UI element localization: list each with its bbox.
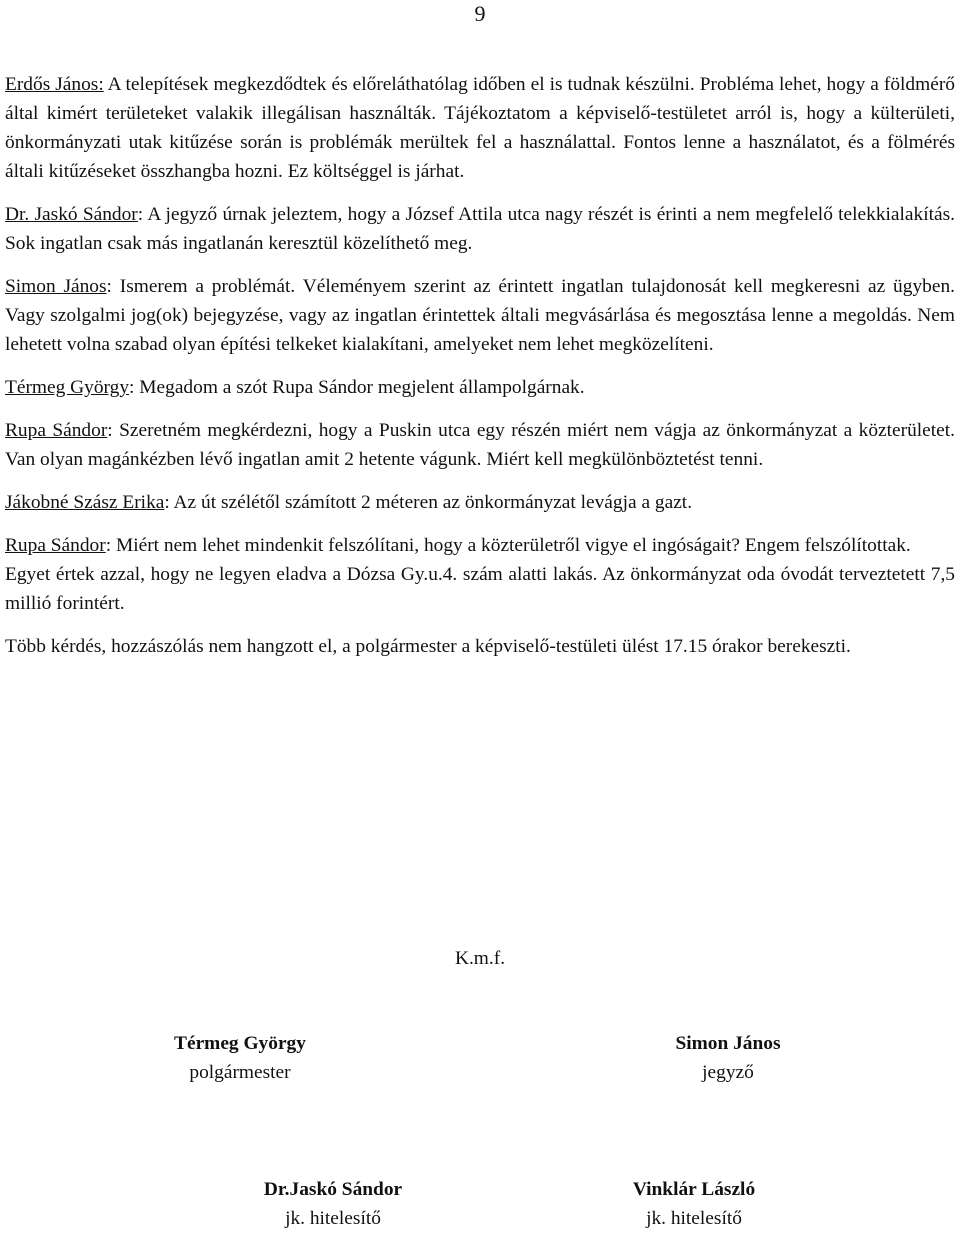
minutes-body: [5, 70, 955, 675]
signature-mayor: [90, 1029, 390, 1087]
paragraph-erdos: [5, 70, 955, 186]
page-number: 9: [474, 1, 486, 26]
signature-authenticator-1: [183, 1175, 483, 1233]
signature-name: Vinklár László: [632, 1179, 756, 1200]
paragraph-dozsa: [5, 560, 955, 618]
signature-role: polgármester: [189, 1062, 291, 1083]
paragraph-text: Több kérdés, hozzászólás nem hangzott el, a polgármester a képviselő-testületi ülést 17.15 órakor berekeszti.: [5, 636, 851, 657]
speaker-name: Jákobné Szász Erika: [5, 492, 165, 513]
speaker-name: Dr. Jaskó Sándor: [5, 204, 138, 225]
signature-name: Térmeg György: [174, 1033, 306, 1054]
signature-notary: [578, 1029, 878, 1087]
paragraph-simon: [5, 272, 955, 359]
paragraph-jakobne: [5, 488, 955, 517]
paragraph-text: Egyet értek azzal, hogy ne legyen eladva a Dózsa Gy.u.4. szám alatti lakás. Az önkormányzat oda óvodát terveztetett 7,5 millió forintért.: [5, 564, 955, 614]
speaker-name: Erdős János:: [5, 74, 104, 95]
signature-role: jegyző: [702, 1062, 754, 1083]
signature-role: jk. hitelesítő: [285, 1208, 381, 1229]
paragraph-termeg: [5, 373, 955, 402]
speaker-name: Simon János: [5, 276, 107, 297]
signature-name: Simon János: [675, 1033, 781, 1054]
speaker-name: Rupa Sándor: [5, 420, 108, 441]
speaker-name: Rupa Sándor: [5, 535, 106, 556]
paragraph-text: : Szeretném megkérdezni, hogy a Puskin utca egy részén miért nem vágja az önkormányzat a közterületet. Van olyan magánkézben lévő ingatlan amit 2 hetente vágunk. Miért kell megkülönböztetést tenni.: [5, 420, 955, 470]
signature-authenticator-2: [544, 1175, 844, 1233]
paragraph-text: : Miért nem lehet mindenkit felszólítani, hogy a közterületről vigye el ingóságait? Engem felszólítottak.: [105, 535, 911, 556]
paragraph-rupa-2: [5, 531, 955, 560]
kmf-label: K.m.f.: [454, 948, 506, 969]
paragraph-text: : Megadom a szót Rupa Sándor megjelent állampolgárnak.: [129, 377, 585, 398]
paragraph-text: : Az út szélétől számított 2 méteren az önkormányzat levágja a gazt.: [164, 492, 693, 513]
speaker-name: Térmeg György: [5, 377, 130, 398]
signature-name: Dr.Jaskó Sándor: [263, 1179, 403, 1200]
paragraph-text: : A jegyző úrnak jeleztem, hogy a József Attila utca nagy részét is érinti a nem megfelelő telekkialakítás. Sok ingatlan csak más ingatlanán keresztül közelíthető meg.: [5, 204, 955, 254]
paragraph-jasko: [5, 200, 955, 258]
paragraph-text: A telepítések megkezdődtek és előreláthatólag időben el is tudnak készülni. Probléma lehet, hogy a földmérő által kimért területeket valakik illegálisan használták. Tájékoztatom a képviselő-testületet arról is, hogy a külterületi, önkormányzati utak kitűzése során is problémák merültek fel a használattal. Fontos lenne a használatot, és a fölmérés általi kitűzéseket összhangba hozni. Ez költséggel is járhat.: [5, 74, 955, 182]
paragraph-closing: [5, 632, 955, 661]
paragraph-rupa-1: [5, 416, 955, 474]
paragraph-text: : Ismerem a problémát. Véleményem szerint az érintett ingatlan tulajdonosát kell megkeresni az ügyben. Vagy szolgalmi jog(ok) bejegyzése, vagy az ingatlan érintettek általi megvásárlása és megosztása lenne a megoldás. Nem lehetett volna szabad olyan építési telkeket kialakítani, amelyeket nem lehet megközelíteni.: [5, 276, 955, 355]
signature-role: jk. hitelesítő: [646, 1208, 742, 1229]
